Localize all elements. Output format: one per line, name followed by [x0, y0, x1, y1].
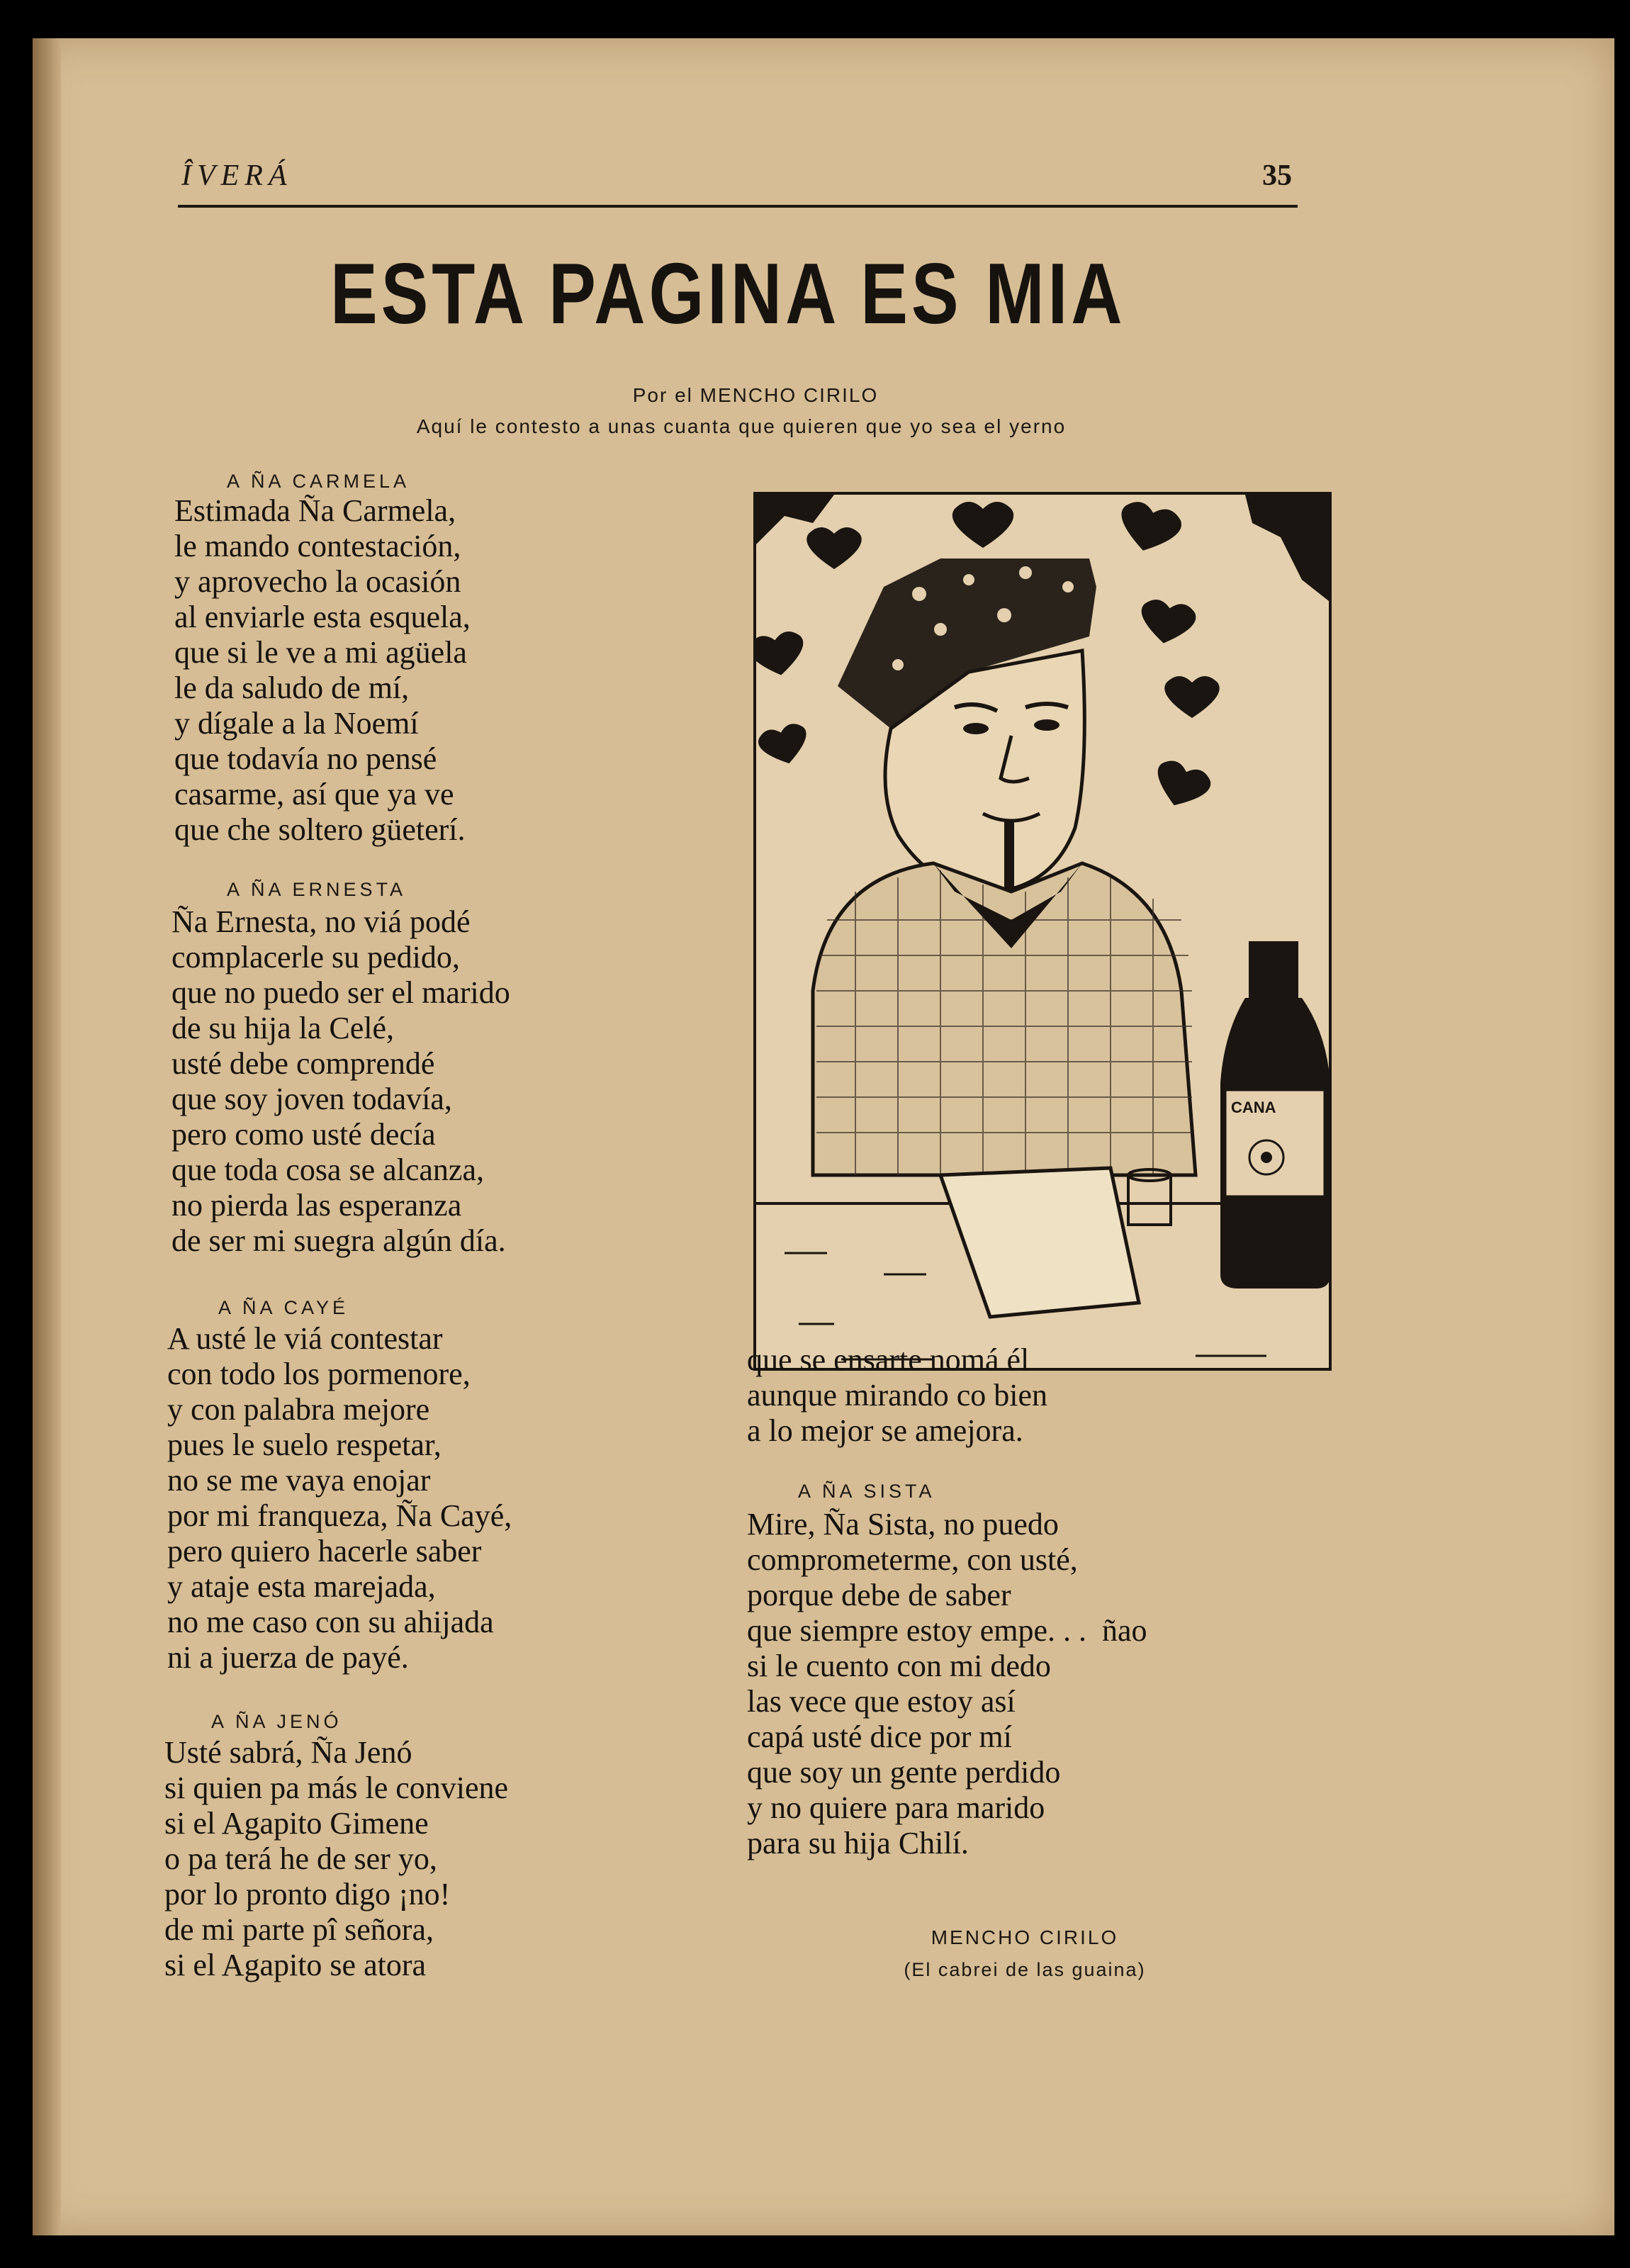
signature-alias: (El cabrei de las guaina) — [904, 1959, 1146, 1980]
poem-heading-jeno: A ÑA JENÓ — [211, 1711, 342, 1732]
bottle-label-text: CANA — [1231, 1099, 1276, 1116]
magazine-page — [33, 38, 1614, 2235]
poem-heading-sista: A ÑA SISTA — [798, 1481, 935, 1502]
byline: Por el MENCHO CIRILO — [632, 384, 879, 406]
poem-jeno: Usté sabrá, Ña Jenó si quien pa más le conviene si el Agapito Gimene o pa terá he de ser yo, por lo pronto digo ¡no! de mi parte pî señora, si el Agapito se atora — [164, 1735, 509, 1982]
cartoon-drawing — [756, 495, 1329, 1368]
poem-caye: A usté le viá contestar con todo los pormenore, y con palabra mejore pues le suelo respetar, no se me vaya enojar por mi franqueza, Ña Cayé, pero quiero hacerle saber y ataje esta marejada, no me caso con su ahijada ni a juerza de payé. — [167, 1321, 512, 1675]
illustration — [753, 492, 1332, 1371]
subtitle: Aquí le contesto a unas cuanta que quieren que yo sea el yerno — [416, 415, 1067, 437]
page-spine — [33, 38, 61, 2235]
poem-ernesta: Ña Ernesta, no viá podé complacerle su pedido, que no puedo ser el marido de su hija la Celé, usté debe comprendé que soy joven todavía, pero como usté decía que toda cosa se alcanza, no pierda las esperanza de ser mi suegra algún día. — [172, 904, 510, 1258]
magazine-name: ÎVERÁ — [181, 159, 293, 192]
page-title: ESTA PAGINA ES MIA — [330, 245, 1126, 342]
poem-heading-caye: A ÑA CAYÉ — [218, 1297, 349, 1318]
poem-heading-carmela: A ÑA CARMELA — [227, 471, 410, 492]
page-number: 35 — [1262, 159, 1292, 192]
poem-sista: Mire, Ña Sista, no puedo comprometerme, con usté, porque debe de saber que siempre estoy empe. . . ñao si le cuento con mi dedo las vece que estoy así capá usté dice por mí que soy un gente perdido y no quiere para marido para su hija Chilí. — [747, 1507, 1147, 1860]
poem-carmela: Estimada Ña Carmela, le mando contestación, y aprovecho la ocasión al enviarle esta esquela, que si le ve a mi agüela le da saludo de mí, y dígale a la Noemí que todavía no pensé casarme, así que ya ve que che soltero güeterí. — [174, 493, 471, 847]
poem-jeno-continued: que se ensarte nomá él aunque mirando co bien a lo mejor se amejora. — [747, 1342, 1047, 1448]
header-divider — [178, 205, 1298, 208]
signature-name: MENCHO CIRILO — [931, 1926, 1119, 1948]
poem-heading-ernesta: A ÑA ERNESTA — [227, 879, 407, 900]
